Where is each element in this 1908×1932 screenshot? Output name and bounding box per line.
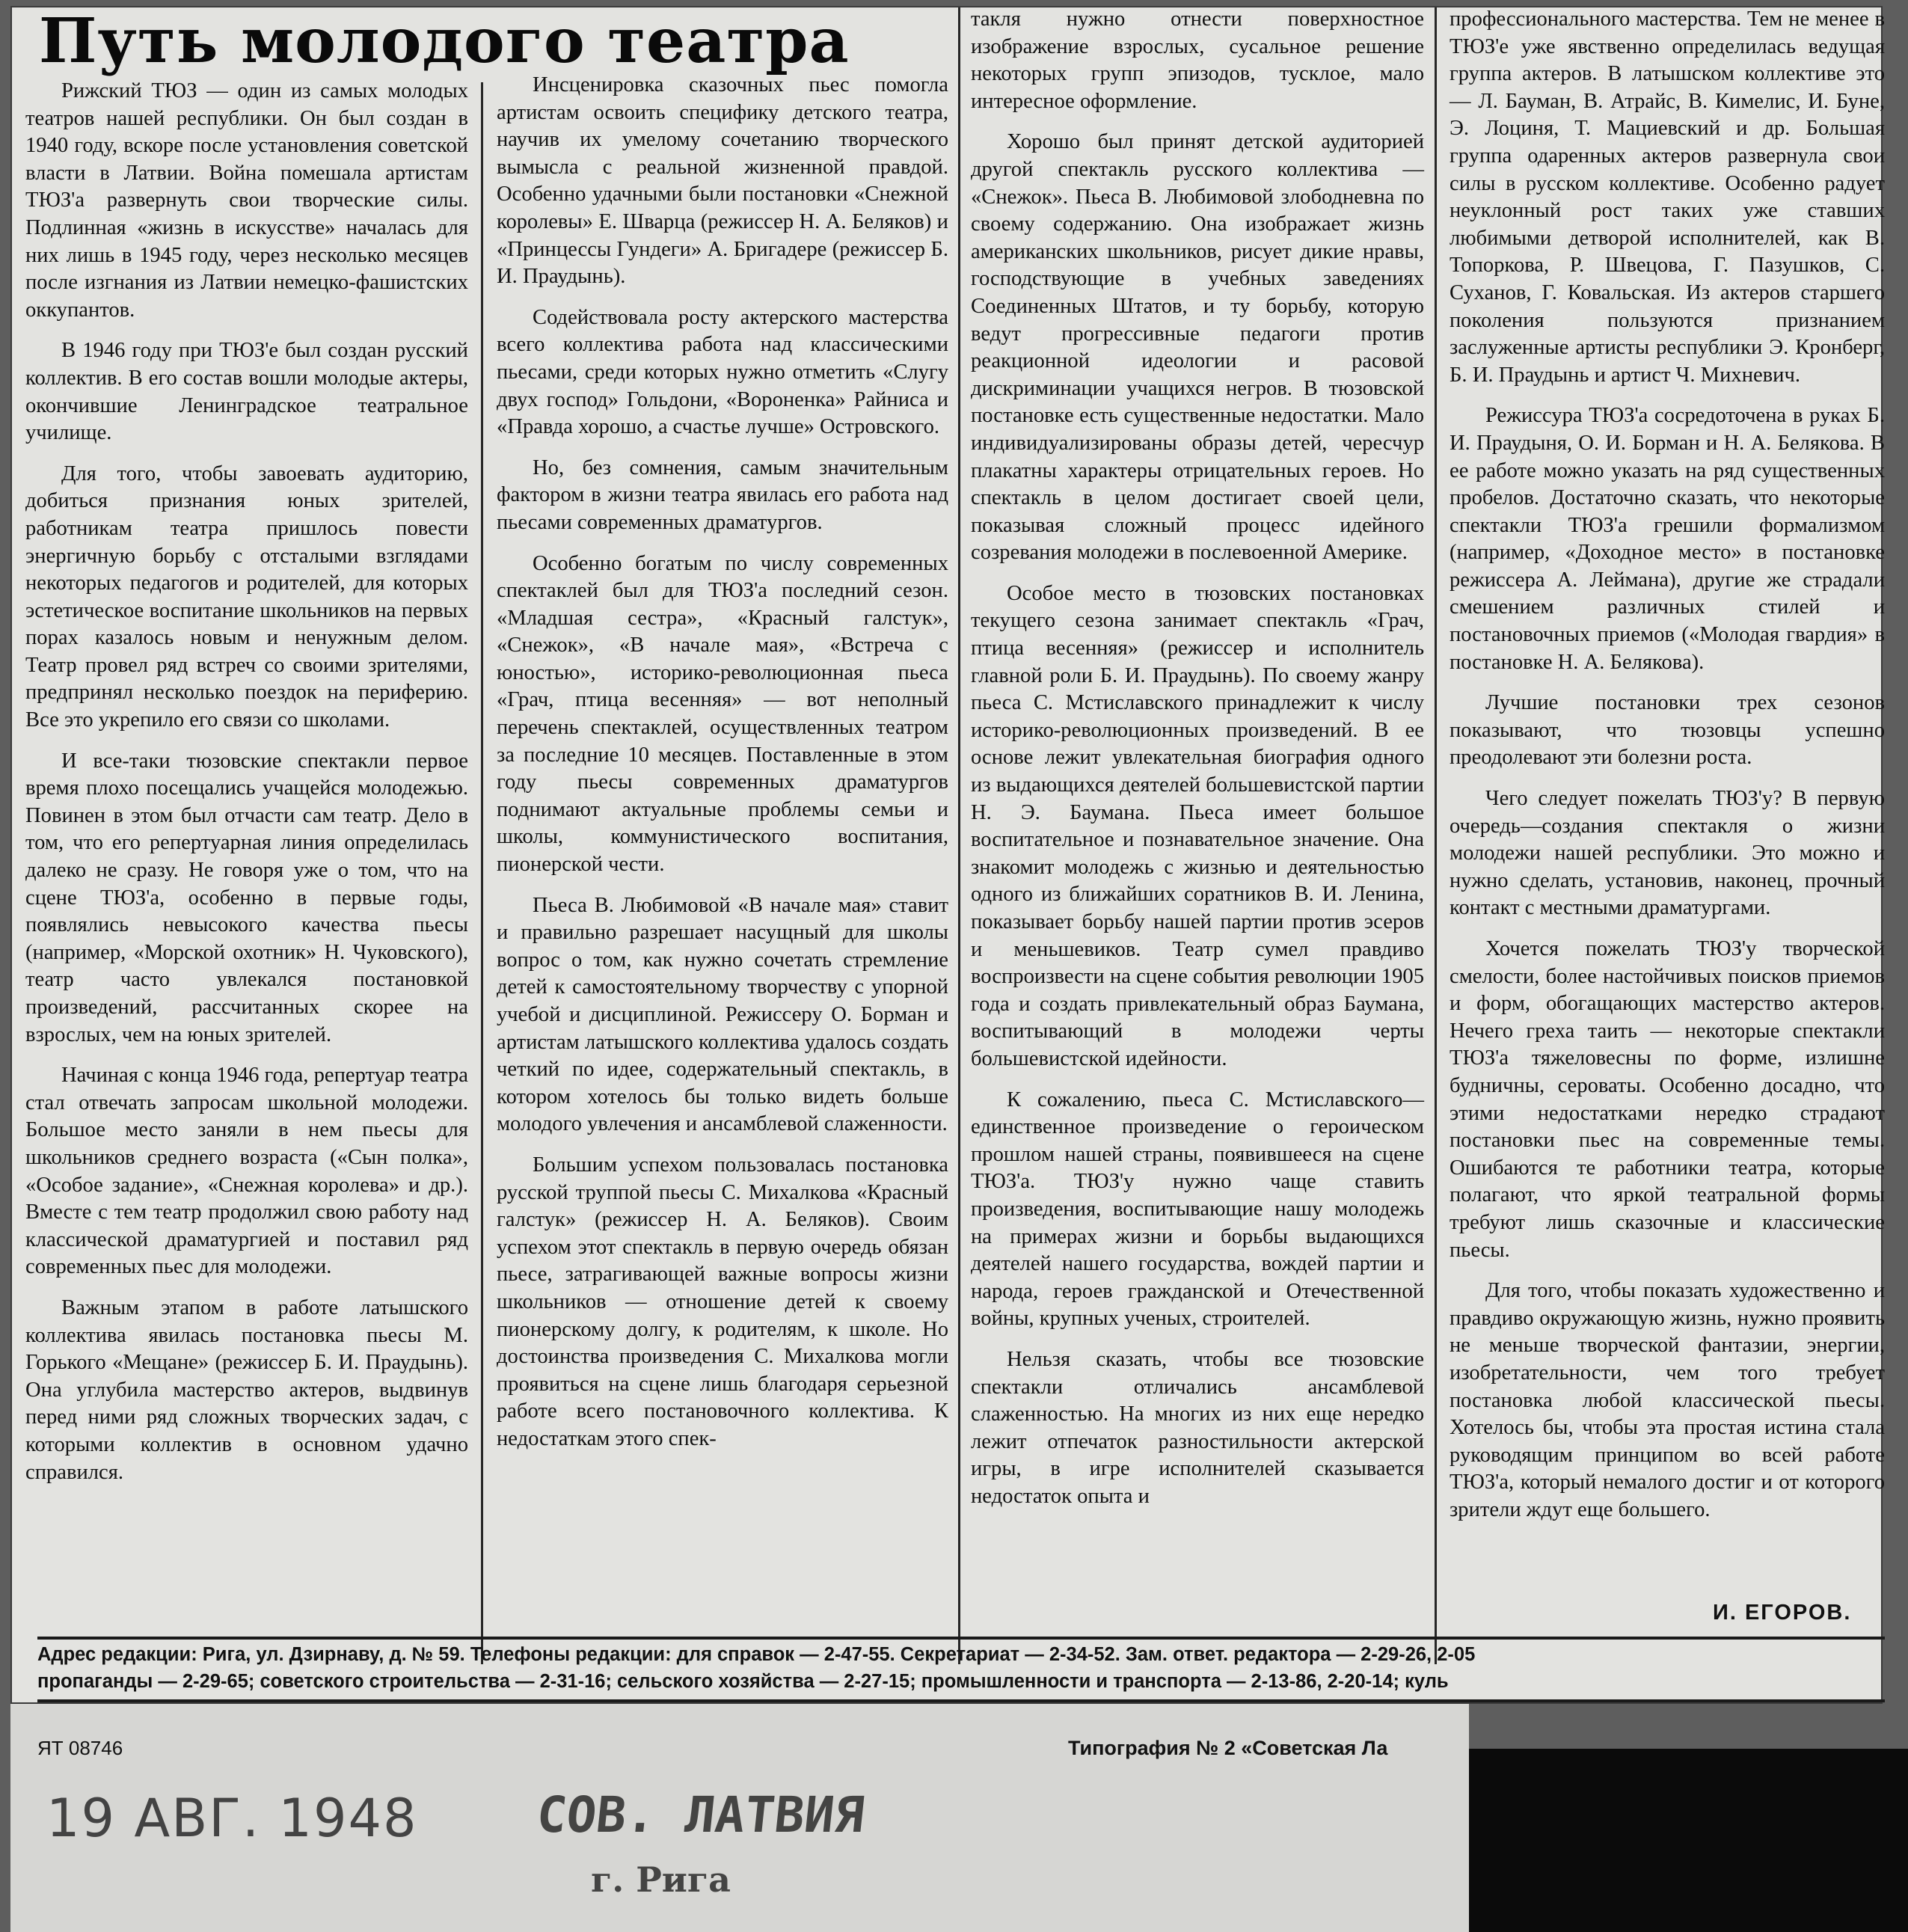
print-code: ЯТ 08746 (37, 1737, 123, 1759)
article-paragraph: Важным этапом в работе латышского коллектива явилась постановка пьесы М. Горького «Мещане» (режиссер Б. И. Праудынь). Она углубила мастерство актеров, выдвинув перед ними ряд сложных творческих задач, с которыми коллектив в основном удачно справился. (25, 1295, 468, 1484)
footer-address-line: Адрес редакции: Рига, ул. Дзирнаву, д. № 59. Телефоны редакции: для справок — 2-47-55. Секретариат — 2-34-52. Зам. ответ. редактора — 2-29-26, 2-05 (37, 1644, 1476, 1665)
column-divider-2 (958, 7, 960, 1664)
article-paragraph: Нельзя сказать, чтобы все тюзовские спектакли отличались ансамблевой слаженностью. На многих из них еще нередко лежит отпечаток разностильности актерской игры, в игре исполнителей сказывается недостаток опыта и (971, 1347, 1424, 1508)
article-column-1 (25, 78, 468, 1500)
article-column-4 (1450, 6, 1885, 1537)
article-paragraph: такля нужно отнести поверхностное изображение взрослых, сусальное решение некоторых групп эпизодов, тусклое, мало интересное оформление. (971, 7, 1424, 113)
article-paragraph: Большим успехом пользовалась постановка русской труппой пьесы С. Михалкова «Красный галстук» (режиссер Н. А. Беляков). Своим успехом этот спектакль в первую очередь обязан пьесе, затрагивающей важные вопросы жизни школьников — отношение детей к своему пионерскому долгу, к родителям, к школе. Но достоинства произведения С. Михалкова могли проявиться на сцене лишь благодаря серьезной работе всего постановочного коллектива. К недостаткам этого спек- (497, 1153, 948, 1450)
article-paragraph: Чего следует пожелать ТЮЗ'у? В первую очередь—создания спектакля о жизни молодежи нашей республики. Это можно и нужно сделать, установив, наконец, прочный контакт с местными драматургами. (1450, 787, 1885, 920)
article-paragraph: Начиная с конца 1946 года, репертуар театра стал отвечать запросам школьной молодежи. Большое место заняли в нем пьесы для школьников среднего возраста («Сын полка», «Особое задание», «Снежная королева» и др.). Вместе с тем театр продолжил свою работу над классической драматургией и поставил ряд современных пьес для молодежи. (25, 1064, 468, 1279)
article-column-2 (497, 72, 948, 1467)
typography-imprint: Типография № 2 «Советская Ла (1068, 1737, 1388, 1759)
article-paragraph: Лучшие постановки трех сезонов показывают, что тюзовцы успешно преодолевают эти болезни роста. (1450, 691, 1885, 770)
footer-phones-line: пропаганды — 2-29-65; советского строительства — 2-31-16; сельского хозяйства — 2-27-15; промышленности и транспорта — 2-13-86, 2-20-14; куль (37, 1671, 1449, 1692)
article-paragraph: Содействовала росту актерского мастерства всего коллектива работа над классическими пьесами, среди которых нужно отметить «Слугу двух господ» Гольдони, «Вороненка» Райниса и «Правда хорошо, а счастье лучше» Островского. (497, 305, 948, 439)
article-column-3 (971, 6, 1424, 1524)
city-stamp: г. Рига (591, 1859, 731, 1900)
article-paragraph: Хочется пожелать ТЮЗ'у творческой смелости, более настойчивых поисков приемов и форм, обогащающих мастерство актеров. Нечего греха таить — некоторые спектакли ТЮЗ'а тяжеловесны по форме, излишне будничны, сероваты. Особенно досадно, что этими недостатками нередко страдают постановки пьес на современные темы. Ошибаются те работники театра, которые полагают, что яркой театральной формы требуют лишь сказочные и классические пьесы. (1450, 937, 1885, 1262)
article-paragraph: Инсценировка сказочных пьес помогла артистам освоить специфику детского театра, научив их умелому сочетанию творческого вымысла с реальной жизненной правдой. Особенно удачными были постановки «Снежной королевы» Е. Шварца (режиссер Н. А. Беляков) и «Принцессы Гундеги» А. Бригадере (режиссер Б. И. Праудынь). (497, 73, 948, 289)
newspaper-name-stamp: СОВ. ЛАТВИЯ (533, 1786, 868, 1844)
footer-rule-bottom (37, 1699, 1885, 1702)
article-signature: И. ЕГОРОВ. (1713, 1601, 1852, 1625)
article-paragraph: Но, без сомнения, самым значительным фактором в жизни театра явилась его работа над пьесами современных драматургов. (497, 456, 948, 534)
footer-rule-top (37, 1637, 1885, 1640)
article-paragraph: профессионального мастерства. Тем не менее в ТЮЗ'е уже явственно определилась ведущая группа актеров. В латышском коллективе это — Л. Бауман, В. Атрайс, В. Кимелис, И. Буне, Э. Лоциня, Т. Мациевский и др. Большая группа одаренных актеров развернула свои силы в русском коллективе. Особенно радует неуклонный рост таких уже ставших любимыми детворой исполнителей, как В. Топоркова, Р. Швецова, Г. Пазушков, С. Суханов, Г. Ковальская. Из актеров старшего поколения пользуются признанием заслуженные артисты республики Э. Кронберг, Б. И. Праудынь и артист Ч. Михневич. (1450, 7, 1885, 387)
article-title: Путь молодого театра (39, 5, 850, 77)
article-paragraph: В 1946 году при ТЮЗ'е был создан русский коллектив. В его состав вошли молодые актеры, окончившие Ленинградское театральное училище. (25, 339, 468, 445)
article-paragraph: Режиссура ТЮЗ'а сосредоточена в руках Б. И. Праудыня, О. И. Борман и Н. А. Белякова. В ее работе можно указать на ряд существенных пробелов. Достаточно сказать, что некоторые спектакли ТЮЗ'а грешили формализмом (например, «Доходное место» в постановке режиссера А. Леймана), другие же страдали смешением различных стилей и постановочных приемов («Молодая гвардия» в постановке Н. А. Белякова). (1450, 404, 1885, 674)
article-paragraph: Для того, чтобы завоевать аудиторию, добиться признания юных зрителей, работникам театра пришлось повести энергичную борьбу с отсталыми взглядами некоторых педагогов и родителей, для которых эстетическое воспитание школьников на первых порах казалось новым и ненужным делом. Театр провел ряд встреч со своими зрителями, предпринял несколько поездок на периферию. Все это укрепило его связи со школами. (25, 461, 468, 732)
column-divider-1 (481, 82, 483, 1664)
article-paragraph: Хорошо был принят детской аудиторией другой спектакль русского коллектива — «Снежок». Пьеса В. Любимовой злободневна по своему содержанию. Она изображает жизнь американских школьников, рисует дикие нравы, господствующие в учебных заведениях Соединенных Штатов, и ту борьбу, которую ведут прогрессивные педагоги против реакционной идеологии и расовой дискриминации учащихся негров. В тюзовской постановке есть существенные недостатки. Мало индивидуализированы образы детей, чересчур плакатны характеры отрицательных героев. Но спектакль в целом достигает своей цели, показывая сложный процесс идейного созревания молодежи в послевоенной Америке. (971, 130, 1424, 565)
scan-shadow (1469, 1749, 1908, 1932)
article-paragraph: Пьеса В. Любимовой «В начале мая» ставит и правильно разрешает насущный для школы вопрос о том, как нужно сочетать стремление детей к самостоятельному творчеству с упорной учебой и дисциплиной. Режиссеру О. Борман и артистам латышского коллектива удалось создать четкий по идее, содержательный спектакль, в котором хотелось бы только видеть больше молодого увлечения и ансамблевой слаженности. (497, 893, 948, 1136)
article-paragraph: Рижский ТЮЗ — один из самых молодых театров нашей республики. Он был создан в 1940 году, вскоре после установления советской власти в Латвии. Война помешала артистам ТЮЗ'а развернуть свои творческие силы. Подлинная «жизнь в искусстве» началась для них лишь в 1945 году, через несколько месяцев после изгнания из Латвии немецко-фашистских оккупантов. (25, 79, 468, 322)
article-paragraph: К сожалению, пьеса С. Мстиславского—единственное произведение о героическом прошлом нашей страны, появившееся на сцене ТЮЗ'а. ТЮЗ'у нужно чаще ставить произведения, воспитывающие нашу молодежь на примерах жизни и борьбы выдающихся деятелей нашего государства, вождей партии и народа, героев гражданской и Отечественной войны, крупных ученых, строителей. (971, 1088, 1424, 1331)
article-paragraph: Особенно богатым по числу современных спектаклей был для ТЮЗ'а последний сезон. «Младшая сестра», «Красный галстук», «Снежок», «В начале мая», «Встреча с юностью», историко-революционная пьеса «Грач, птица весенняя» — вот неполный перечень спектаклей, осуществленных театром за последние 10 месяцев. Поставленные в этом году пьесы современных драматургов поднимают актуальные проблемы семьи и школы, коммунистического воспитания, пионерской чести. (497, 551, 948, 877)
column-divider-3 (1435, 7, 1437, 1664)
article-paragraph: И все-таки тюзовские спектакли первое время плохо посещались учащейся молодежью. Повинен в этом был отчасти сам театр. Дело в том, что его репертуарная линия определилась далеко не сразу. Не говоря уже о том, что на сцене ТЮЗ'а, особенно в первые годы, появлялись невысокого качества пьесы (например, «Морской охотник» Н. Чуковского), театр часто увлекался постановкой произведений, рассчитанных скорее на взрослых, чем на юных зрителей. (25, 749, 468, 1046)
date-stamp: 19 АВГ. 1948 (46, 1788, 418, 1849)
article-paragraph: Для того, чтобы показать художественно и правдиво окружающую жизнь, нужно проявить не меньше творческой фантазии, энергии, изобретательности, чем того требует постановка любой классической пьесы. Хотелось бы, чтобы эта простая истина стала руководящим принципом во всей работе ТЮЗ'а, который немалого достиг и от которого зрители ждут еще большего. (1450, 1279, 1885, 1521)
article-paragraph: Особое место в тюзовских постановках текущего сезона занимает спектакль «Грач, птица весенняя» (режиссер и исполнитель главной роли Б. И. Праудынь). По своему жанру пьеса С. Мстиславского принадлежит к числу историко-революционных произведений. В ее основе лежит увлекательная биография одного из выдающихся деятелей большевистской партии Н. Э. Баумана. Пьеса имеет большое воспитательное и познавательное значение. Она знакомит молодежь с жизнью и деятельностью одного из ближайших соратников В. И. Ленина, показывает борьбу нашей партии против эсеров и меньшевиков. Театр сумел правдиво воспроизвести на сцене события революции 1905 года и создать привлекательный образ Баумана, воспитывающий в молодежи черты большевистской идейности. (971, 581, 1424, 1070)
